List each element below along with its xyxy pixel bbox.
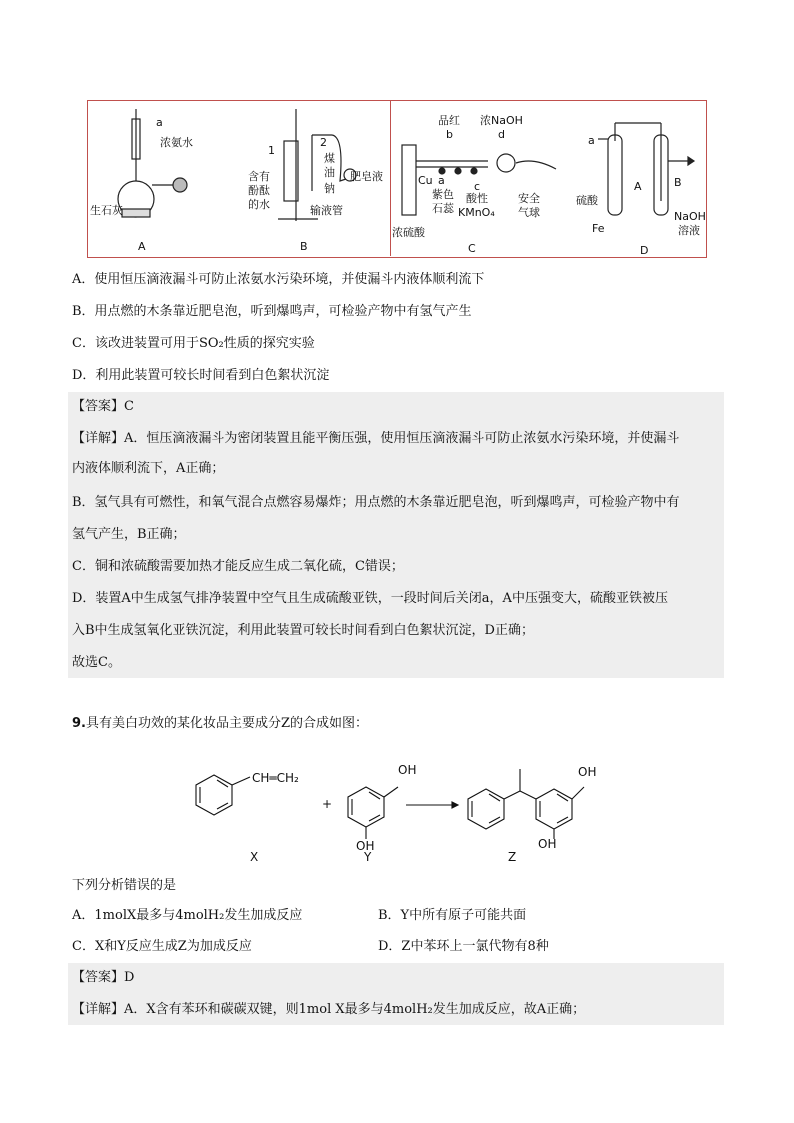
label-a-ammonia: 浓氨水 — [160, 136, 193, 149]
q9-stem-text: 具有美白功效的某化妆品主要成分Z的合成如图： — [85, 716, 369, 731]
label-c-d: d — [498, 128, 505, 141]
label-d-sulfuric: 硫酸 — [576, 194, 598, 207]
q9-option-d: D．Z中苯环上一氯代物有8种 — [378, 939, 549, 954]
label-b-tube: 输液管 — [310, 204, 343, 217]
label-b-1: 1 — [268, 144, 275, 157]
label-b-phenolphthalein: 酚酞 — [248, 184, 270, 197]
label-a-a: a — [156, 116, 163, 129]
label-d-fe: Fe — [592, 222, 605, 235]
apparatus-figure — [87, 100, 707, 258]
q9-number: 9. — [72, 716, 86, 731]
label-c-a: a — [438, 174, 445, 187]
label-b-water: 的水 — [248, 198, 270, 211]
q8-option-b: B．用点燃的木条靠近肥皂泡，听到爆鸣声，可检验产物中有氢气产生 — [72, 304, 472, 319]
q8-detail-line: 【详解】A．恒压滴液漏斗为密闭装置且能平衡压强，使用恒压滴液漏斗可防止浓氨水污染环境，并使漏斗 — [72, 431, 680, 446]
label-c-naoh: 浓NaOH — [480, 114, 523, 127]
q8-detail-line: 内液体顺利流下，A正确； — [72, 461, 225, 476]
q8-answer: 【答案】C — [72, 399, 134, 414]
label-c-c: c — [474, 180, 481, 193]
label-c-fuchsine: 品红 — [438, 114, 460, 127]
q8-detail-line: C．铜和浓硫酸需要加热才能反应生成二氧化硫，C错误； — [72, 559, 404, 574]
label-b-contain: 含有 — [248, 170, 270, 183]
panel-label-a: A — [138, 240, 146, 253]
label-d-naoh: NaOH — [674, 210, 706, 223]
q8-option-d: D．利用此装置可较长时间看到白色絮状沉淀 — [72, 368, 330, 383]
label-d-A: A — [634, 180, 642, 193]
q8-option-c: C．该改进装置可用于SO₂性质的探究实验 — [72, 336, 315, 351]
panel-label-c: C — [468, 242, 476, 255]
q9-option-a: A．1molX最多与4molH₂发生加成反应 — [72, 908, 303, 923]
label-b-2: 2 — [320, 136, 327, 149]
label-b-soap: 肥皂液 — [350, 170, 383, 183]
label-d-B: B — [674, 176, 682, 189]
label-c-cu: Cu — [418, 174, 433, 187]
q8-detail-line: 氢气产生，B正确； — [72, 527, 186, 542]
label-c-h2so4: 浓硫酸 — [392, 226, 425, 239]
label-c-b: b — [446, 128, 453, 141]
label-d-solution: 溶液 — [678, 224, 700, 237]
q8-detail-line: B．氢气具有可燃性，和氧气混合点燃容易爆炸；用点燃的木条靠近肥皂泡，听到爆鸣声，可检验产物中有 — [72, 495, 680, 510]
label-b-kerosene-2: 油 — [324, 166, 335, 179]
label-d-a: a — [588, 134, 595, 147]
label-c-safety-2: 气球 — [518, 206, 540, 219]
label-c-safety-1: 安全 — [518, 192, 540, 205]
label-z: Z — [508, 850, 517, 864]
label-c-litmus: 石蕊 — [432, 202, 454, 215]
q8-option-a: A．使用恒压滴液漏斗可防止浓氨水污染环境，并使漏斗内液体顺利流下 — [72, 272, 485, 287]
plus-sign: + — [322, 797, 333, 811]
q9-option-b: B．Y中所有原子可能共面 — [378, 908, 527, 923]
q8-detail-line: 故选C。 — [72, 655, 121, 670]
label-c-kmno4: KMnO₄ — [458, 206, 495, 219]
panel-label-d: D — [640, 244, 649, 257]
q9-answer: 【答案】D — [72, 970, 135, 985]
label-b-kerosene-1: 煤 — [324, 152, 335, 165]
q9-stem — [72, 714, 368, 734]
panel-label-b: B — [300, 240, 308, 253]
q9-detail-line: 【详解】A．X含有苯环和碳碳双键，则1mol X最多与4molH₂发生加成反应，故A正确； — [72, 1002, 586, 1017]
label-y: Y — [364, 850, 372, 864]
z-oh-bottom: OH — [538, 837, 557, 851]
label-a-quicklime: 生石灰 — [90, 204, 123, 217]
label-c-acidic: 酸性 — [466, 192, 488, 205]
q9-prompt: 下列分析错误的是 — [72, 878, 177, 893]
z-oh-top: OH — [578, 765, 597, 779]
q8-detail-line: 入B中生成氢氧化亚铁沉淀，利用此装置可较长时间看到白色絮状沉淀，D正确； — [72, 623, 534, 638]
vinyl-group: CH═CH₂ — [252, 771, 299, 785]
label-c-purple: 紫色 — [432, 188, 454, 201]
label-b-sodium: 钠 — [324, 182, 335, 195]
y-oh-bottom: OH — [356, 839, 375, 853]
y-oh-top: OH — [398, 763, 417, 777]
q8-detail-line: D．装置A中生成氢气排净装置中空气且生成硫酸亚铁，一段时间后关闭a，A中压强变大，硫酸亚铁被压 — [72, 591, 668, 606]
q9-option-c: C．X和Y反应生成Z为加成反应 — [72, 939, 252, 954]
label-x: X — [250, 850, 259, 864]
